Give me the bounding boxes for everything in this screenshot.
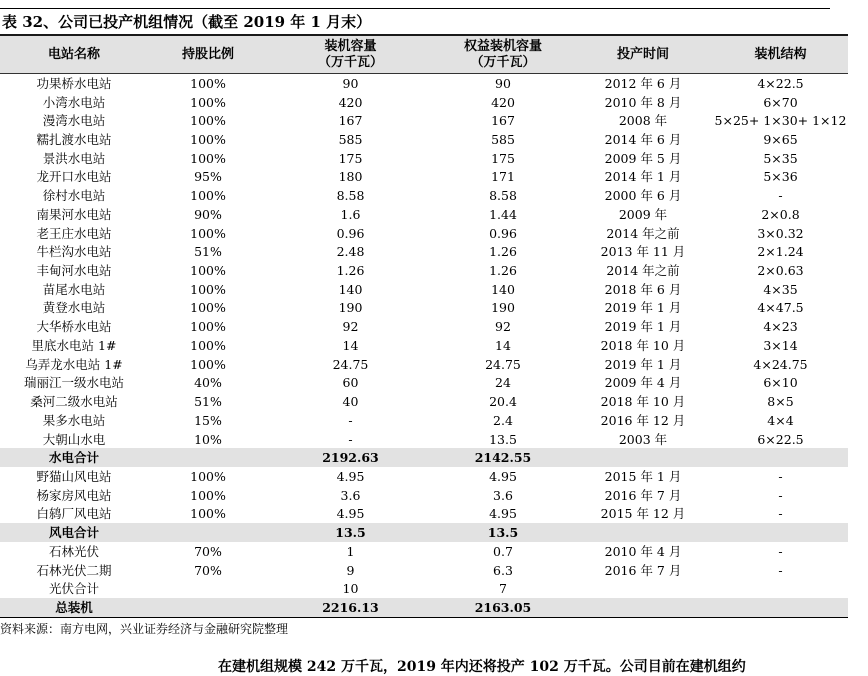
table-cell: - (778, 506, 783, 522)
table-cell: 1.44 (489, 206, 517, 222)
table-cell (148, 523, 268, 542)
table-cell: 13.5 (489, 431, 517, 447)
table-cell: 24.75 (332, 356, 369, 372)
table-cell: 4.95 (336, 468, 365, 484)
table-cell: 8.58 (489, 188, 517, 204)
table-cell: 167 (338, 113, 363, 129)
table-body (0, 74, 848, 618)
table-cell: 100% (190, 225, 226, 241)
table-cell: 14 (342, 337, 359, 353)
table-cell: 2014 年 6 月 (604, 132, 682, 148)
table-cell: 100% (190, 487, 226, 503)
table-cell (573, 523, 713, 542)
table-row (0, 317, 848, 336)
table-cell: 4.95 (336, 506, 365, 522)
table-row (0, 411, 848, 430)
table-cell: 100% (190, 113, 226, 129)
table-row (0, 299, 848, 318)
table-cell: 10% (194, 431, 222, 447)
table-row (0, 261, 848, 280)
table-row (0, 486, 848, 505)
table-cell (573, 448, 713, 467)
table-cell: 4×24.75 (753, 356, 808, 372)
table-cell: 20.4 (489, 394, 517, 410)
table-cell: 风电合计 (0, 523, 148, 542)
table-title: 表 32、公司已投产机组情况（截至 2019 年 1 月末） (2, 13, 372, 31)
table-cell: 龙开口水电站 (36, 169, 112, 185)
column-header: 投产时间 (573, 35, 713, 74)
table-cell: 6×22.5 (757, 431, 804, 447)
table-cell: - (778, 487, 783, 503)
table-cell: 9×65 (763, 132, 798, 148)
table-cell: 5×25+ 1×30+ 1×12 (714, 113, 847, 129)
table-cell: 1.26 (336, 263, 365, 279)
table-cell: 9 (346, 562, 355, 578)
table-row (0, 93, 848, 112)
table-cell: 2015 年 1 月 (604, 468, 682, 484)
table-cell: 8.58 (336, 188, 365, 204)
table-cell: 4×23 (763, 319, 798, 335)
table-cell: 4.95 (489, 468, 517, 484)
table-cell: 大朝山水电 (42, 431, 106, 447)
table-cell: 2×0.63 (757, 263, 804, 279)
table-cell: 2009 年 5 月 (604, 150, 682, 166)
table-cell: - (348, 431, 353, 447)
table-cell: 2009 年 4 月 (604, 375, 682, 391)
source-note: 资料来源：南方电网，兴业证券经济与金融研究院整理 (0, 622, 289, 636)
table-cell: 2014 年之前 (606, 263, 680, 279)
table-cell: 1.26 (489, 244, 517, 260)
table-cell: 100% (190, 337, 226, 353)
table-cell: 190 (491, 300, 515, 316)
table-cell: 10 (342, 581, 359, 597)
table-cell: 大华桥水电站 (36, 319, 112, 335)
column-header: 权益装机容量 （万千瓦） (433, 35, 573, 74)
table-row (0, 505, 848, 524)
table-cell: 石林光伏二期 (36, 562, 112, 578)
table-cell: 585 (491, 132, 515, 148)
table-cell: 14 (495, 337, 511, 353)
table-cell: 100% (190, 263, 226, 279)
table-cell: 420 (491, 94, 515, 110)
table-cell: 2018 年 10 月 (600, 394, 686, 410)
table-cell: 2018 年 10 月 (600, 337, 686, 353)
table-cell: 175 (338, 150, 363, 166)
table-cell: 丰甸河水电站 (36, 263, 112, 279)
table-cell: 3×14 (763, 337, 798, 353)
table-cell: 51% (194, 394, 222, 410)
table-cell: 13.5 (433, 523, 573, 542)
table-cell (573, 598, 713, 617)
table-cell: 90 (342, 75, 359, 91)
table-cell: 南果河水电站 (36, 206, 112, 222)
table-cell: 野猫山风电站 (36, 468, 112, 484)
table-cell: 5×35 (763, 150, 798, 166)
table-row (0, 392, 848, 411)
table-cell: 40% (194, 375, 222, 391)
column-header: 持股比例 (148, 35, 268, 74)
table-cell: 140 (491, 281, 515, 297)
table-row (0, 205, 848, 224)
table-row (0, 467, 848, 486)
table-cell: 2003 年 (618, 431, 668, 447)
table-cell: 60 (342, 375, 359, 391)
column-header: 装机结构 (713, 35, 848, 74)
table-cell: 2010 年 8 月 (604, 94, 682, 110)
table-row (0, 336, 848, 355)
table-cell: 1.26 (489, 263, 517, 279)
table-cell: 功果桥水电站 (36, 75, 112, 91)
table-cell: 老王庄水电站 (36, 225, 112, 241)
table-cell (713, 448, 848, 467)
table-cell: 92 (495, 319, 511, 335)
table-cell: 牛栏沟水电站 (36, 244, 112, 260)
table-cell: 100% (190, 356, 226, 372)
table-cell: 5×36 (763, 169, 798, 185)
table-row (0, 561, 848, 580)
column-header: 电站名称 (0, 35, 148, 74)
table-cell: 0.7 (493, 543, 513, 559)
table-cell: 2.4 (493, 412, 513, 428)
table-row (0, 186, 848, 205)
table-cell: - (778, 188, 783, 204)
table-cell (713, 598, 848, 617)
table-cell: 167 (491, 113, 515, 129)
table-cell: 100% (190, 468, 226, 484)
table-cell: 2010 年 4 月 (604, 543, 682, 559)
table-cell: 4×47.5 (757, 300, 804, 316)
table-cell: 2019 年 1 月 (604, 300, 682, 316)
table-cell: 1 (346, 543, 355, 559)
table-cell: 2012 年 6 月 (604, 75, 682, 91)
table-cell: 90 (495, 75, 511, 91)
table-cell: 2×0.8 (761, 206, 800, 222)
table-cell: 100% (190, 300, 226, 316)
table-row (0, 579, 848, 598)
body-text-cut: 在建机组规模 242 万千瓦，2019 年内还将投产 102 万千瓦。公司目前在建机组约 (218, 659, 746, 675)
table-cell: 2163.05 (433, 598, 573, 617)
table-cell: 2019 年 1 月 (604, 319, 682, 335)
table-cell: 2×1.24 (757, 244, 804, 260)
table-cell: 里底水电站 1# (31, 337, 117, 353)
table-cell: 92 (342, 319, 359, 335)
table-cell: 24.75 (485, 356, 521, 372)
table-cell: 2016 年 12 月 (600, 412, 686, 428)
table-cell: 2009 年 (618, 206, 668, 222)
table-row (0, 280, 848, 299)
table-cell: 4×22.5 (757, 75, 804, 91)
table-cell: 7 (499, 581, 507, 597)
table-cell: 4×35 (763, 281, 798, 297)
table-cell: 51% (194, 244, 222, 260)
table-cell: 景洪水电站 (42, 150, 106, 166)
subtotal-row (0, 523, 848, 542)
table-cell: 瑞丽江一级水电站 (23, 375, 124, 391)
table-cell: 175 (491, 150, 515, 166)
column-header: 装机容量 （万千瓦） (268, 35, 433, 74)
table-cell: 4.95 (489, 506, 517, 522)
table-cell: 2192.63 (268, 448, 433, 467)
table-cell: 15% (194, 412, 222, 428)
table-cell: - (778, 468, 783, 484)
table-cell: 总装机 (0, 598, 148, 617)
table-cell: 40 (342, 394, 359, 410)
table-cell: 24 (495, 375, 511, 391)
table-cell: 95% (194, 169, 222, 185)
table-cell: 2014 年之前 (606, 225, 680, 241)
table-cell: 石林光伏 (48, 543, 99, 559)
table-row (0, 224, 848, 243)
table-cell: 杨家房风电站 (36, 487, 112, 503)
table-cell: 90% (194, 206, 222, 222)
table-cell: 0.96 (336, 225, 365, 241)
table-cell: 乌弄龙水电站 1# (25, 356, 123, 372)
table-row (0, 355, 848, 374)
table-row (0, 430, 848, 449)
table-cell: 徐村水电站 (42, 188, 106, 204)
table-cell: 黄登水电站 (42, 300, 106, 316)
table-cell: 光伏合计 (48, 581, 99, 597)
table-cell: 白鸫厂风电站 (36, 506, 112, 522)
table-row (0, 74, 848, 93)
table-cell: 水电合计 (0, 448, 148, 467)
table-cell: 2216.13 (268, 598, 433, 617)
table-cell: 6×10 (763, 375, 798, 391)
table-cell (713, 579, 848, 598)
table-cell: 8×5 (767, 394, 794, 410)
table-cell: 420 (338, 94, 363, 110)
table-cell: 2142.55 (433, 448, 573, 467)
table-cell: 3.6 (340, 487, 361, 503)
table-cell: 171 (491, 169, 515, 185)
table-cell: 0.96 (489, 225, 517, 241)
table-cell (713, 523, 848, 542)
table-cell: 2013 年 11 月 (600, 244, 686, 260)
table-cell: 2000 年 6 月 (604, 188, 682, 204)
table-cell: 180 (338, 169, 363, 185)
table-cell (148, 579, 268, 598)
subtotal-row (0, 448, 848, 467)
table-cell: 糯扎渡水电站 (36, 132, 112, 148)
table-cell: 小湾水电站 (42, 94, 106, 110)
table-cell: 100% (190, 281, 226, 297)
table-cell: 2016 年 7 月 (604, 487, 682, 503)
table-cell: 70% (194, 543, 222, 559)
table-cell: 3×0.32 (757, 225, 804, 241)
table-cell: 100% (190, 75, 226, 91)
table-row (0, 168, 848, 187)
table-row (0, 111, 848, 130)
table-cell: 2018 年 6 月 (604, 281, 682, 297)
table-cell: 1.6 (340, 206, 361, 222)
table-cell (148, 448, 268, 467)
table-cell: 100% (190, 506, 226, 522)
table-cell: 4×4 (767, 412, 794, 428)
table-cell: 2008 年 (618, 113, 668, 129)
table-cell: 100% (190, 319, 226, 335)
table-cell: 6×70 (763, 94, 798, 110)
table-row (0, 542, 848, 561)
table-cell: 2019 年 1 月 (604, 356, 682, 372)
table-cell: - (348, 412, 353, 428)
table-cell: - (778, 543, 783, 559)
table-cell: 100% (190, 150, 226, 166)
table-cell: 桑河二级水电站 (30, 394, 118, 410)
table-cell: 70% (194, 562, 222, 578)
table-cell: 果多水电站 (42, 412, 106, 428)
table-cell: 2016 年 7 月 (604, 562, 682, 578)
table-cell: 140 (338, 281, 363, 297)
table-cell: 苗尾水电站 (42, 281, 106, 297)
table-row (0, 149, 848, 168)
table-cell (573, 579, 713, 598)
table-cell: 100% (190, 188, 226, 204)
table-cell: - (778, 562, 783, 578)
header-row (0, 35, 848, 74)
table-cell: 13.5 (268, 523, 433, 542)
table-cell: 2.48 (336, 244, 365, 260)
subtotal-row (0, 598, 848, 617)
table-cell: 585 (338, 132, 363, 148)
table-cell (148, 598, 268, 617)
table-row (0, 130, 848, 149)
table-cell: 2014 年 1 月 (604, 169, 682, 185)
top-rule (0, 8, 830, 9)
table-cell: 100% (190, 132, 226, 148)
table-cell: 2015 年 12 月 (600, 506, 686, 522)
table-cell: 100% (190, 94, 226, 110)
table-cell: 漫湾水电站 (42, 113, 106, 129)
table-row (0, 374, 848, 393)
table-cell: 190 (338, 300, 363, 316)
table-cell: 3.6 (493, 487, 513, 503)
installed-units-table (0, 34, 848, 618)
table-row (0, 242, 848, 261)
table-cell: 6.3 (493, 562, 513, 578)
